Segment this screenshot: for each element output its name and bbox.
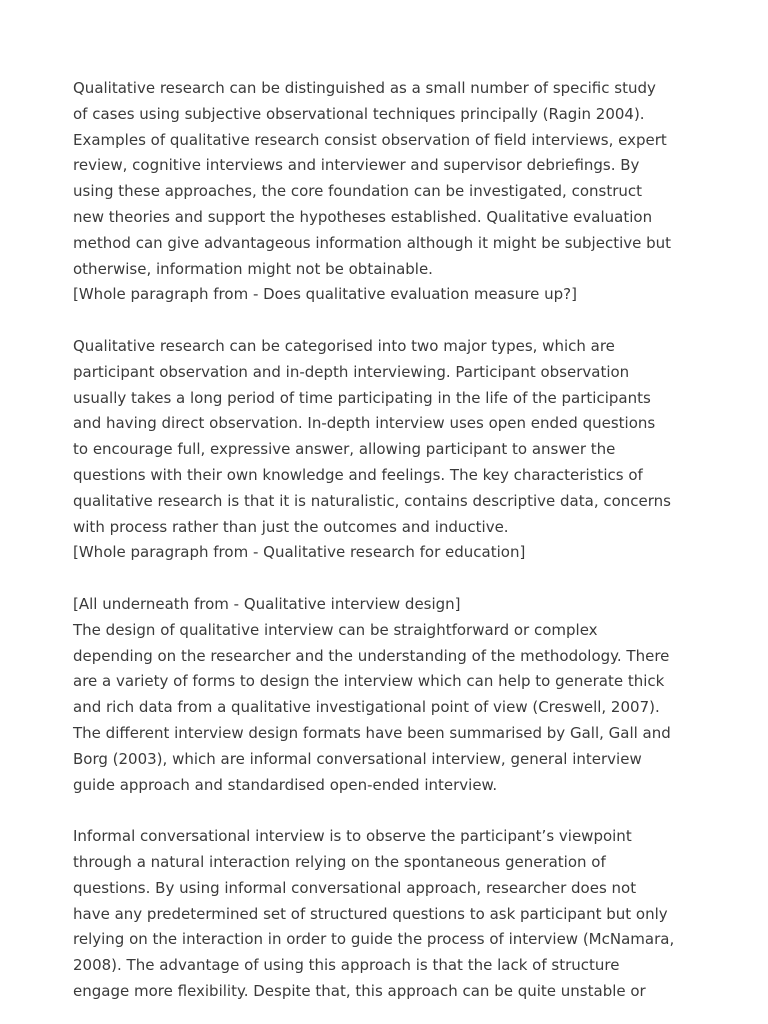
text-line: and having direct observation. In-depth interview uses open ended questions [73,414,656,433]
paragraph-spacer [73,798,703,824]
source-citation: [Whole paragraph from - Does qualitative evaluation measure up?] [73,285,577,304]
text-line: The design of qualitative interview can be straightforward or complex [73,620,598,639]
document-page [73,76,703,1005]
text-line: usually takes a long period of time participating in the life of the participants [73,388,651,407]
text-line: new theories and support the hypotheses established. Qualitative evaluation [73,207,653,226]
text-line: engage more flexibility. Despite that, this approach can be quite unstable or [73,981,646,1000]
paragraph-4 [73,824,703,1005]
text-line: qualitative research is that it is naturalistic, contains descriptive data, concerns [73,491,671,510]
paragraph-2 [73,334,703,566]
text-line: review, cognitive interviews and interviewer and supervisor debriefings. By [73,156,640,175]
text-line: through a natural interaction relying on the spontaneous generation of [73,852,606,871]
text-line: participant observation and in-depth interviewing. Participant observation [73,362,630,381]
paragraph-spacer [73,566,703,592]
text-line: Examples of qualitative research consist observation of field interviews, expert [73,130,667,149]
text-line: Informal conversational interview is to observe the participant’s viewpoint [73,827,632,846]
text-line: 2008). The advantage of using this approach is that the lack of structure [73,956,620,975]
text-line: have any predetermined set of structured questions to ask participant but only [73,904,668,923]
paragraph-spacer [73,308,703,334]
text-line: otherwise, information might not be obtainable. [73,259,433,278]
text-line: to encourage full, expressive answer, allowing participant to answer the [73,440,616,459]
source-citation: [All underneath from - Qualitative interview design] [73,594,461,613]
text-line: of cases using subjective observational techniques principally (Ragin 2004). [73,104,645,123]
text-line: The different interview design formats have been summarised by Gall, Gall and [73,723,671,742]
text-line: questions. By using informal conversational approach, researcher does not [73,878,637,897]
text-line: using these approaches, the core foundation can be investigated, construct [73,182,643,201]
text-line: Qualitative research can be categorised into two major types, which are [73,336,615,355]
text-line: questions with their own knowledge and feelings. The key characteristics of [73,465,643,484]
source-citation: [Whole paragraph from - Qualitative research for education] [73,543,526,562]
text-line: Borg (2003), which are informal conversational interview, general interview [73,749,642,768]
text-line: with process rather than just the outcomes and inductive. [73,517,509,536]
text-line: guide approach and standardised open-ended interview. [73,775,498,794]
paragraph-1 [73,76,703,308]
paragraph-3 [73,592,703,798]
text-line: method can give advantageous information although it might be subjective but [73,233,672,252]
text-line: Qualitative research can be distinguished as a small number of specific study [73,79,656,97]
text-line: depending on the researcher and the understanding of the methodology. There [73,646,670,665]
text-line: relying on the interaction in order to guide the process of interview (McNamara, [73,930,675,949]
text-line: and rich data from a qualitative investigational point of view (Creswell, 2007). [73,698,660,717]
text-line: are a variety of forms to design the interview which can help to generate thick [73,672,665,691]
